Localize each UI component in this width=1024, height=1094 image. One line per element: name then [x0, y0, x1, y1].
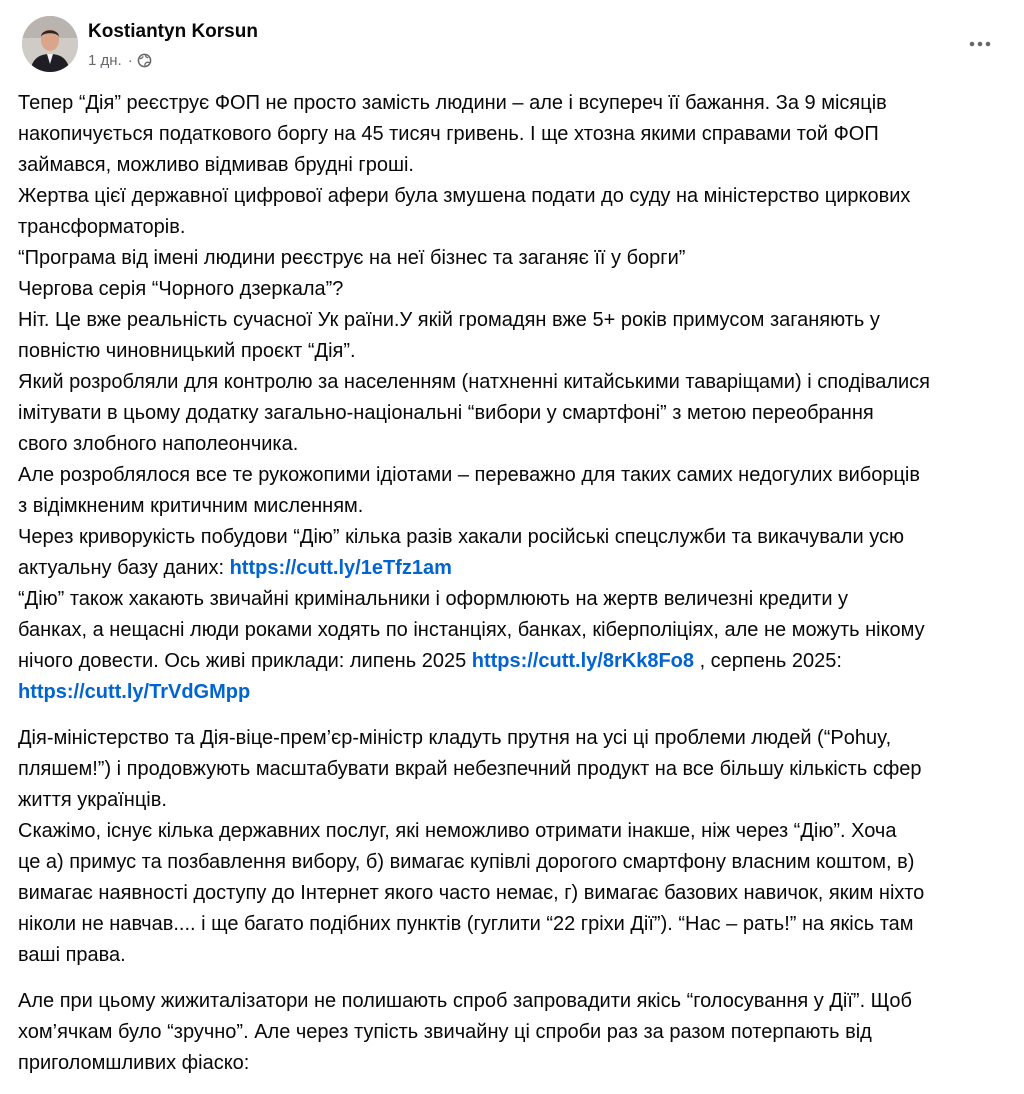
paragraph-3: Але при цьому жижиталізатори не полишають спроб запровадити якісь “голосування у Дії”. Щоб хом’ячкам було “зручно”. Але через тупість звичайну ці спроби раз за разом потерпають від приголомшливих фіаско: [18, 990, 913, 1074]
post-meta [88, 52, 152, 69]
link-database-leak[interactable]: https://cutt.ly/1eTfz1am [229, 557, 452, 579]
author-name[interactable]: Kostiantyn Korsun [88, 21, 258, 42]
meta-separator: · [127, 52, 133, 69]
avatar[interactable] [22, 16, 78, 72]
post-header [0, 0, 1024, 90]
post-body [18, 88, 1010, 1094]
globe-icon [137, 53, 152, 68]
more-horizontal-icon [969, 41, 991, 47]
post-time[interactable]: 1 дн. [88, 52, 122, 69]
paragraph-1: Тепер “Дія” реєструє ФОП не просто замість людини – але і всупереч її бажання. За 9 місяців накопичується податкового боргу на 45 тисяч гривень. І ще хтозна якими справами той ФОП займався, можливо відмивав брудні гроші. Жертва цієї державної цифрової афери була змушена подати до суду на міністерство циркових трансформаторів. “Програма від імені людини реєструє на неї бізнес та заганяє її у борги” Чергова серія “Чорного дзеркала”? Ніт. Це вже реальність сучасної Ук раїни.У якій громадян вже 5+ років примусом заганяють у повністю чиновницький проєкт “Дія”. Який розробляли для контролю за населенням (натхненні китайськими таваріщами) і сподівалися імітувати в цьому додатку загально-національні “вибори у смартфоні” з метою переобрання свого злобного наполеончика. Але розроблялося все те рукожопими ідіотами – переважно для таких самих недогулих виборців з відімкненим критичним мисленням. Через криворукість побудови “Дію” кілька разів хакали російські спецслужби та викачували усю актуальну базу даних: https://cutt.ly/1eTfz1am “Дію” також хакають звичайні кримінальники і оформлюють на жертв величезні кредити у банках, а нещасні люди роками ходять по інстанціях, банках, кіберполіціях, але не можуть нікому нічого довести. Ось живі приклади: липень 2025 https://cutt.ly/8rKk8Fo8 , серпень 2025: https://cutt.ly/TrVdGMpp [18, 92, 931, 703]
paragraph-2: Дія-міністерство та Дія-віце-прем’єр-міністр кладуть прутня на усі ці проблеми людей (“Pohuy, пляшем!”) і продовжують масштабувати вкрай небезпечний продукт на все більшу кількість сфер життя українців. Скажімо, існує кілька державних послуг, які неможливо отримати інакше, ніж через “Дію”. Хоча це а) примус та позбавлення вибору, б) вимагає купівлі дорогого смартфону власним коштом, в) вимагає наявності доступу до Інтернет якого часто немає, г) вимагає базових навичок, яким ніхто ніколи не навчав.... і ще багато подібних пунктів (гуглити “22 гріхи Дії”). “Нас – рать!” на якісь там ваші права. [18, 727, 925, 966]
link-july-2025[interactable]: https://cutt.ly/8rKk8Fo8 [471, 650, 695, 672]
link-august-2025[interactable]: https://cutt.ly/TrVdGMpp [18, 681, 251, 703]
more-options-button[interactable] [960, 26, 1000, 62]
